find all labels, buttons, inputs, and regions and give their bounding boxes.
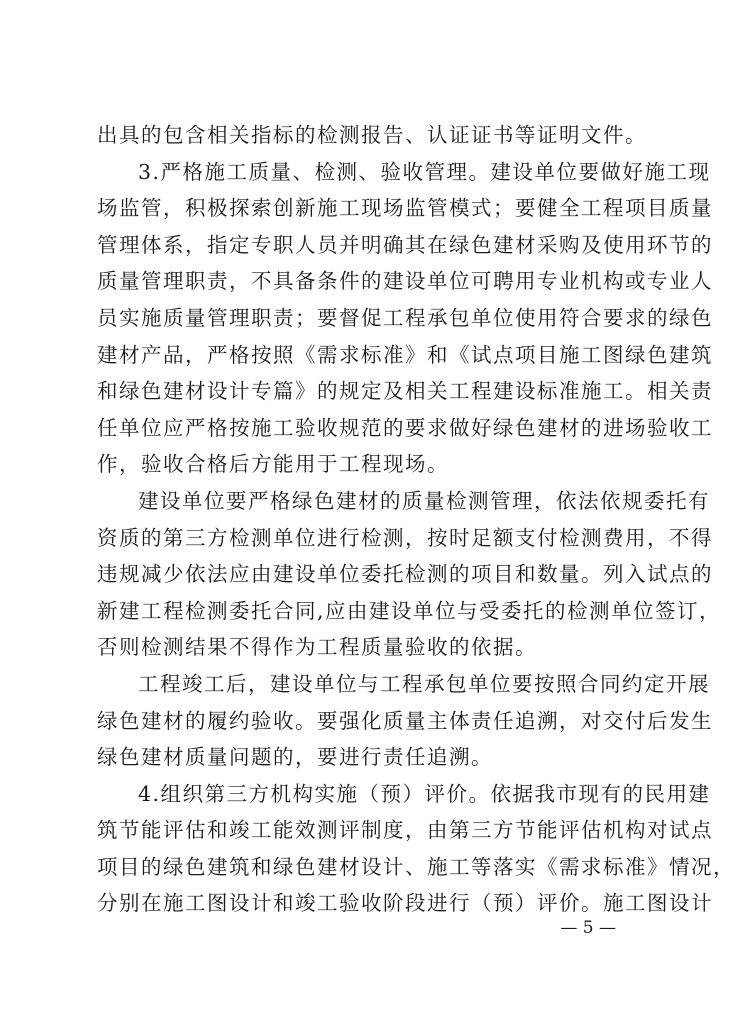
- text-line: 违规减少依法应由建设单位委托检测的项目和数量。列入试点的: [97, 562, 713, 587]
- text-line: 出具的包含相关指标的检测报告、认证证书等证明文件。: [97, 123, 647, 147]
- paragraph-5: [97, 776, 735, 922]
- text-line: 筑节能评估和竣工能效测评制度，由第三方节能评估机构对试点: [97, 818, 713, 843]
- text-line: 新建工程检测委托合同,应由建设单位与受委托的检测单位签订，: [97, 598, 722, 623]
- text-line: 作，验收合格后方能用于工程现场。: [97, 452, 449, 477]
- text-line: 绿色建材的履约验收。要强化质量主体责任追溯，对交付后发生: [97, 708, 713, 733]
- page-number: — 5 —: [560, 918, 616, 938]
- text-line: 质量管理职责，不具备条件的建设单位可聘用专业机构或专业人: [97, 269, 713, 294]
- text-line: 建材产品，严格按照《需求标准》和《试点项目施工图绿色建筑: [97, 342, 713, 367]
- text-line: 员实施质量管理职责；要督促工程承包单位使用符合要求的绿色: [97, 305, 713, 330]
- text-line: 建设单位要严格绿色建材的质量检测管理，依法依规委托有: [138, 488, 710, 513]
- paragraph-3: [97, 483, 722, 666]
- text-line: 和绿色建材设计专篇》的规定及相关工程建设标准施工。相关责: [97, 379, 713, 404]
- text-line: 3.严格施工质量、检测、验收管理。建设单位要做好施工现: [138, 159, 711, 184]
- text-line: 4.组织第三方机构实施（预）评价。依据我市现有的民用建: [138, 781, 711, 806]
- paragraph-4: [97, 666, 713, 776]
- text-line: 场监管，积极探索创新施工现场监管模式；要健全工程项目质量: [97, 196, 713, 221]
- text-line: 管理体系，指定专职人员并明确其在绿色建材采购及使用环节的: [97, 232, 713, 257]
- paragraph-1: [97, 117, 647, 154]
- text-line: 任单位应严格按施工验收规范的要求做好绿色建材的进场验收工: [97, 415, 713, 440]
- paragraph-2: [97, 154, 713, 483]
- text-line: 绿色建材质量问题的，要进行责任追溯。: [97, 745, 493, 770]
- text-line: 资质的第三方检测单位进行检测，按时足额支付检测费用，不得: [97, 525, 713, 550]
- text-line: 项目的绿色建筑和绿色建材设计、施工等落实《需求标准》情况，: [97, 854, 735, 879]
- text-line: 分别在施工图设计和竣工验收阶段进行（预）评价。施工图设计: [97, 891, 713, 916]
- document-page: [97, 117, 735, 922]
- text-line: 工程竣工后，建设单位与工程承包单位要按照合同约定开展: [138, 671, 710, 696]
- text-line: 否则检测结果不得作为工程质量验收的依据。: [97, 635, 537, 660]
